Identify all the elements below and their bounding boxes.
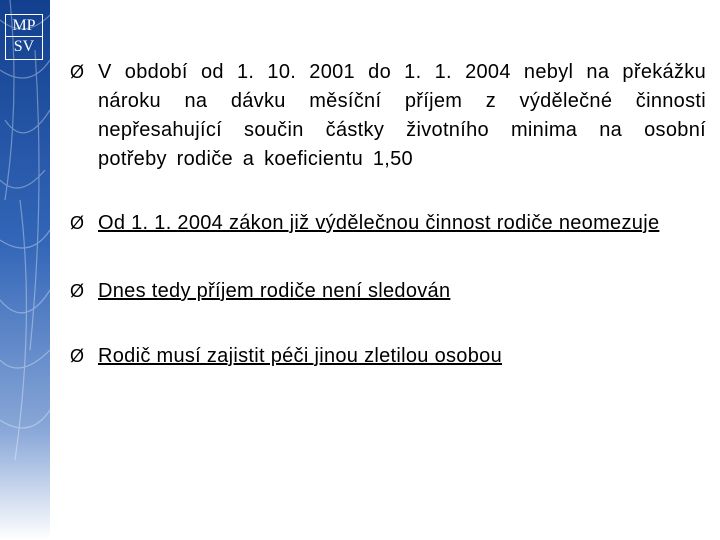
arrow-bullet-icon: Ø: [70, 281, 85, 301]
logo-line-1: MP: [6, 15, 42, 37]
bullet-text: Od 1. 1. 2004 zákon již výdělečnou činnost rodiče neomezuje: [98, 212, 660, 234]
slide-content: [70, 58, 706, 371]
sidebar-band: [0, 0, 50, 540]
bullet-item: [70, 209, 706, 238]
logo-line-2: SV: [13, 38, 35, 55]
arrow-bullet-icon: Ø: [70, 62, 85, 82]
bullet-text: Rodič musí zajistit péči jinou zletilou osobou: [98, 345, 502, 367]
bullet-text: Dnes tedy příjem rodiče není sledován: [98, 280, 451, 302]
bullet-item: [70, 342, 706, 371]
decorative-pattern: [0, 0, 50, 540]
bullet-item: [70, 58, 706, 174]
arrow-bullet-icon: Ø: [70, 213, 85, 233]
arrow-bullet-icon: Ø: [70, 346, 85, 366]
mpsv-logo: [5, 14, 43, 60]
bullet-text: V období od 1. 10. 2001 do 1. 1. 2004 nebyl na překážku nároku na dávku měsíční příjem z výdělečné činnosti nepřesahující součin částky životního minima na osobní potřeby rodiče a koeficientu 1,50: [98, 61, 706, 170]
bullet-item: [70, 277, 706, 306]
